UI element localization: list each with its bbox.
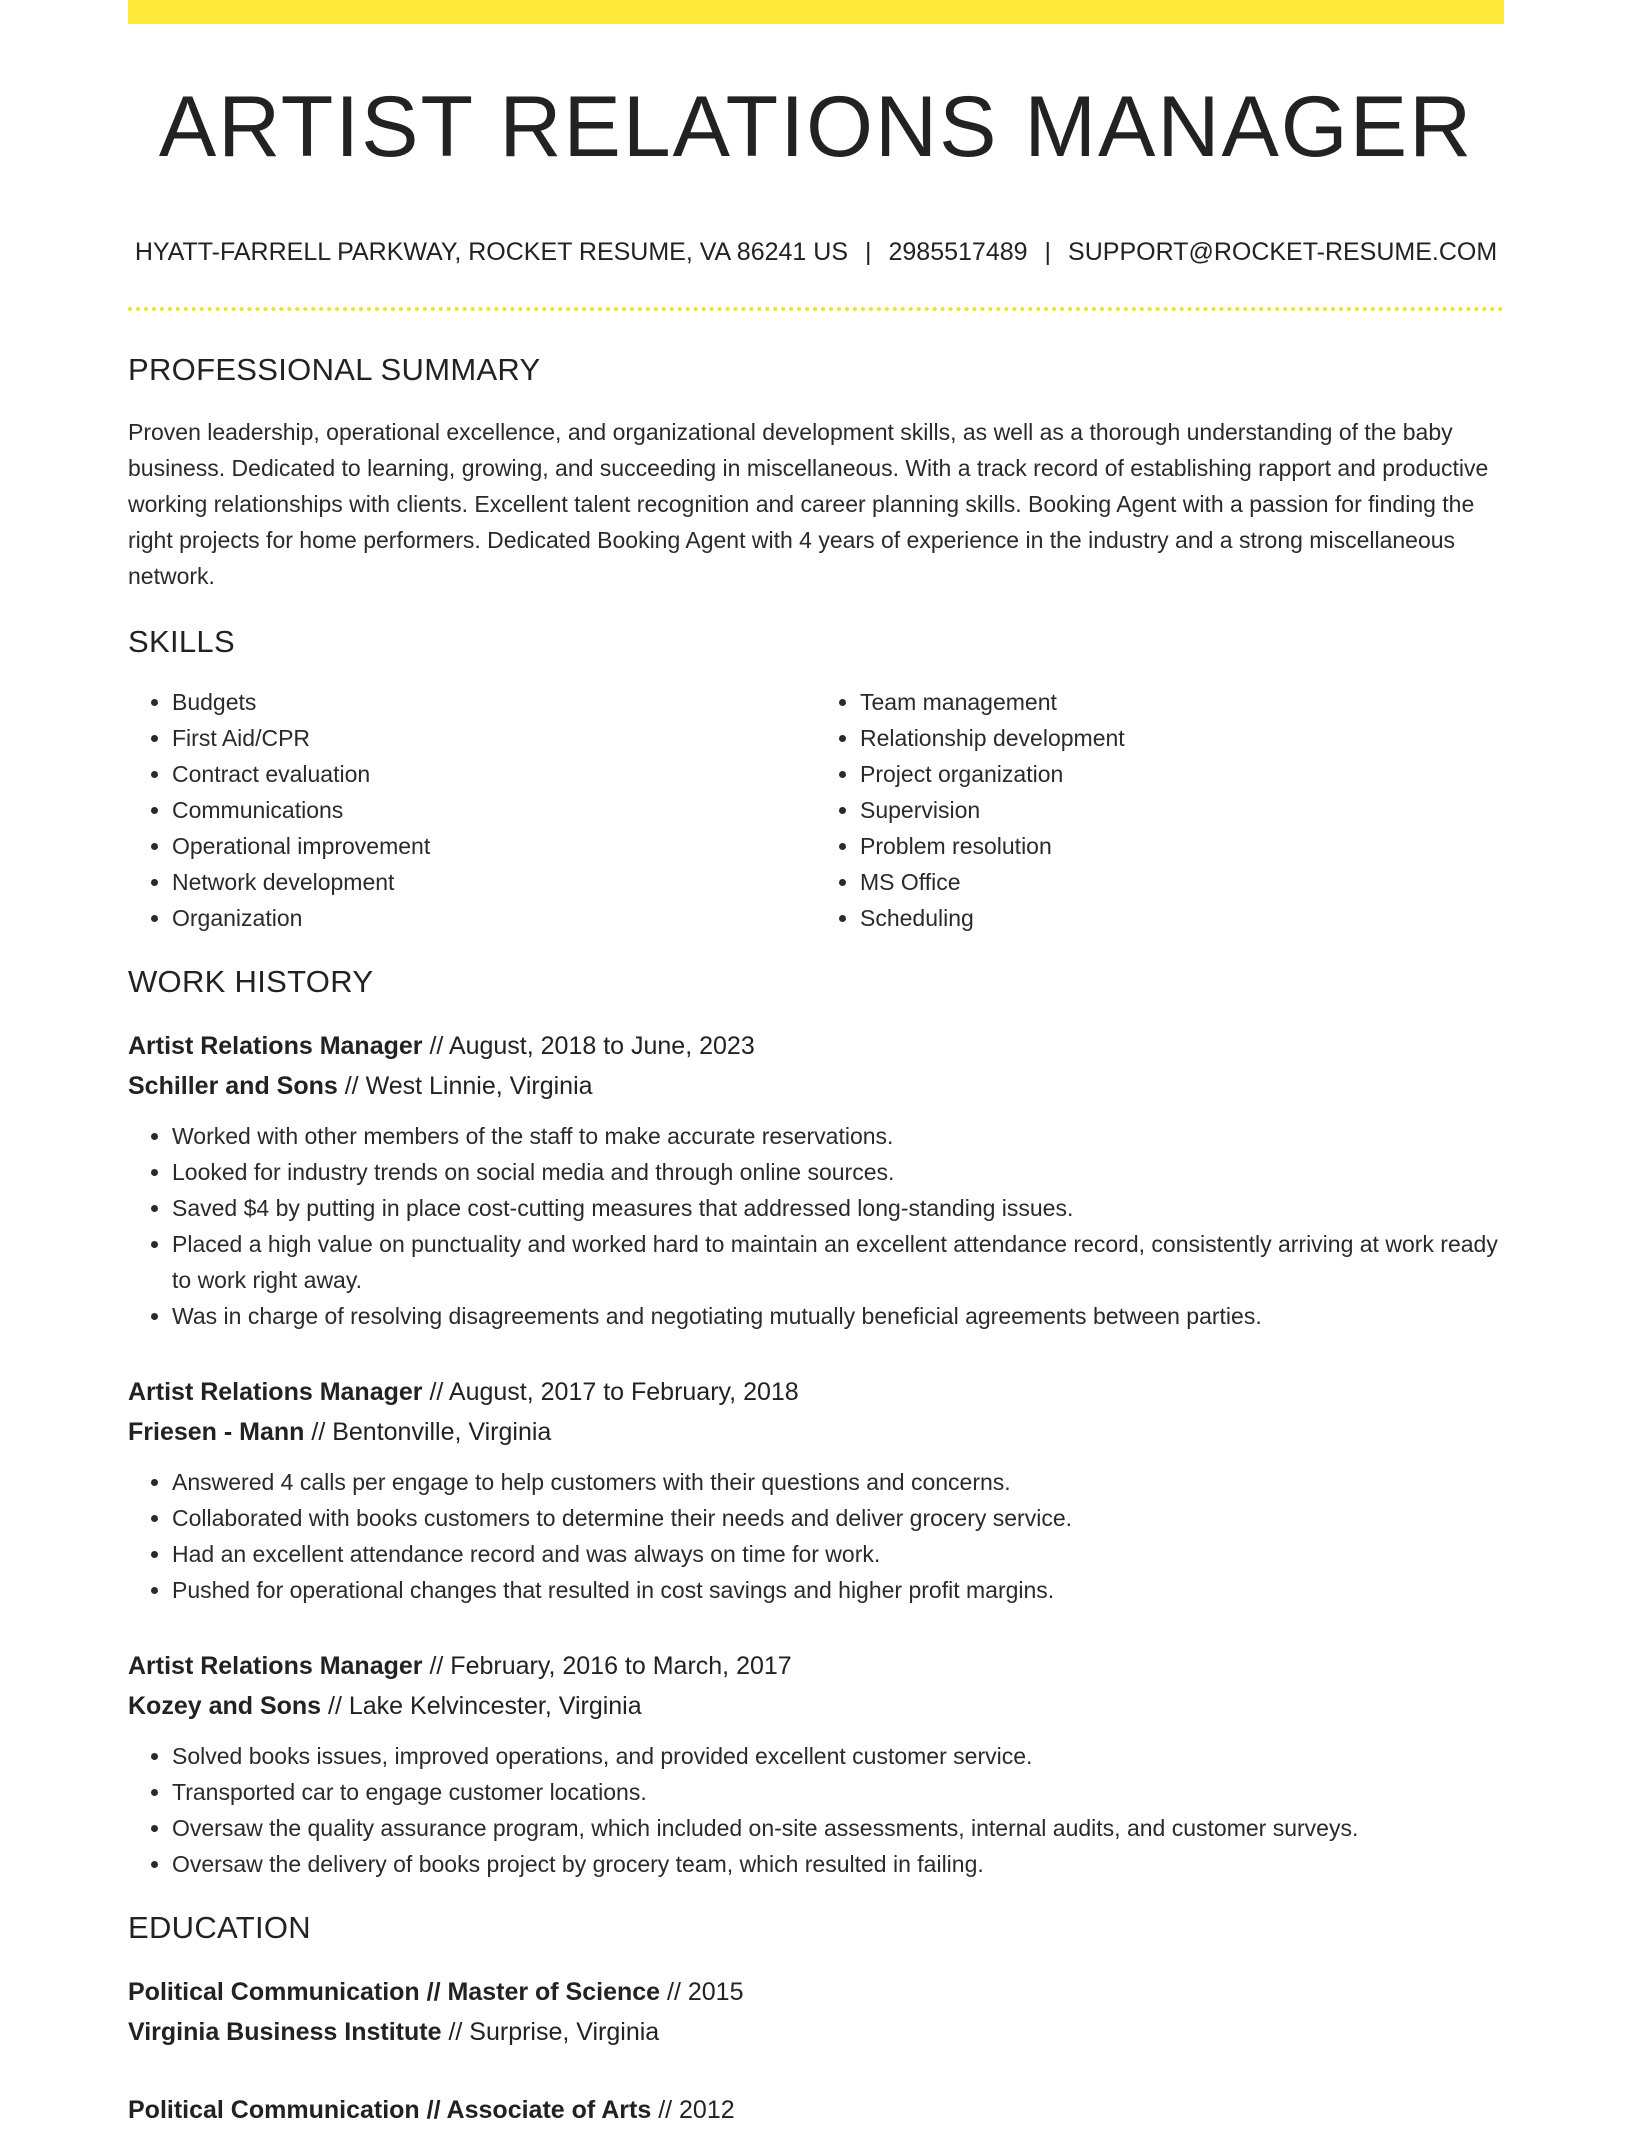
skill-item: • Communications <box>172 792 816 828</box>
job-bullets <box>128 1738 1504 1882</box>
skills-list-right <box>816 684 1504 936</box>
contact-separator: | <box>1044 238 1052 266</box>
skills-heading: SKILLS <box>128 624 235 659</box>
education-degree-line <box>128 2090 1504 2130</box>
job-company: Kozey and Sons <box>128 1692 322 1720</box>
job-entry <box>128 1372 1504 1608</box>
education-entry <box>128 2090 1504 2130</box>
summary-heading: PROFESSIONAL SUMMARY <box>128 352 541 387</box>
job-bullet: • Had an excellent attendance record and was always on time for work. <box>172 1536 1504 1572</box>
education-year: // 2012 <box>651 2096 735 2124</box>
job-role: Artist Relations Manager <box>128 1378 423 1406</box>
skill-item: • MS Office <box>860 864 1504 900</box>
contact-email: SUPPORT@ROCKET-RESUME.COM <box>1068 238 1498 266</box>
education-location: // Surprise, Virginia <box>441 2018 660 2046</box>
dotted-divider <box>128 307 1504 311</box>
job-entry <box>128 1646 1504 1882</box>
job-bullet: • Was in charge of resolving disagreements and negotiating mutually beneficial agreements between parties. <box>172 1298 1504 1334</box>
education-heading: EDUCATION <box>128 1910 311 1945</box>
skill-item: • Supervision <box>860 792 1504 828</box>
contact-line <box>128 238 1504 267</box>
education-year: // 2015 <box>660 1978 744 2006</box>
job-bullet: • Oversaw the quality assurance program, which included on-site assessments, internal audits, and customer surveys. <box>172 1810 1504 1846</box>
job-title-line <box>128 1646 1504 1686</box>
job-bullet: • Saved $4 by putting in place cost-cutting measures that addressed long-standing issues. <box>172 1190 1504 1226</box>
job-bullet: • Pushed for operational changes that resulted in cost savings and higher profit margins. <box>172 1572 1504 1608</box>
skill-item: • Team management <box>860 684 1504 720</box>
job-dates: // August, 2018 to June, 2023 <box>422 1032 755 1060</box>
job-location: // West Linnie, Virginia <box>337 1072 593 1100</box>
top-accent-bar <box>128 0 1504 24</box>
skill-item: • Contract evaluation <box>172 756 816 792</box>
education-entry <box>128 1972 1504 2052</box>
education-school-line <box>128 2012 1504 2052</box>
skill-item: • Problem resolution <box>860 828 1504 864</box>
job-bullet: • Solved books issues, improved operations, and provided excellent customer service. <box>172 1738 1504 1774</box>
job-title-line <box>128 1372 1504 1412</box>
skill-item: • First Aid/CPR <box>172 720 816 756</box>
skill-item: • Operational improvement <box>172 828 816 864</box>
contact-phone: 2985517489 <box>888 238 1028 266</box>
skill-item: • Network development <box>172 864 816 900</box>
job-bullets <box>128 1464 1504 1608</box>
job-bullet: • Worked with other members of the staff to make accurate reservations. <box>172 1118 1504 1154</box>
education-degree: Political Communication // Master of Science <box>128 1978 661 2006</box>
contact-address: HYATT-FARRELL PARKWAY, ROCKET RESUME, VA 86241 US <box>134 238 848 266</box>
candidate-name: ARTIST RELATIONS MANAGER <box>158 79 1474 175</box>
education-degree-line <box>128 1972 1504 2012</box>
job-company-line <box>128 1066 1504 1106</box>
skill-item: • Organization <box>172 900 816 936</box>
job-bullet: • Placed a high value on punctuality and worked hard to maintain an excellent attendance record, consistently arriving at work ready to work right away. <box>172 1226 1504 1298</box>
job-bullet: • Oversaw the delivery of books project by grocery team, which resulted in failing. <box>172 1846 1504 1882</box>
skill-item: • Budgets <box>172 684 816 720</box>
job-location: // Lake Kelvincester, Virginia <box>321 1692 642 1720</box>
job-role: Artist Relations Manager <box>128 1652 423 1680</box>
job-title-line <box>128 1026 1504 1066</box>
education-section <box>128 1910 1504 2130</box>
job-bullet: • Looked for industry trends on social media and through online sources. <box>172 1154 1504 1190</box>
skills-section <box>128 624 1504 936</box>
job-company: Schiller and Sons <box>128 1072 338 1100</box>
job-dates: // August, 2017 to February, 2018 <box>422 1378 799 1406</box>
job-location: // Bentonville, Virginia <box>304 1418 552 1446</box>
summary-section <box>128 352 1504 594</box>
skill-item: • Scheduling <box>860 900 1504 936</box>
job-entry <box>128 1026 1504 1334</box>
skill-item: • Project organization <box>860 756 1504 792</box>
job-company-line <box>128 1686 1504 1726</box>
resume-body <box>128 352 1504 2130</box>
job-bullets <box>128 1118 1504 1334</box>
job-company-line <box>128 1412 1504 1452</box>
job-dates: // February, 2016 to March, 2017 <box>422 1652 792 1680</box>
contact-separator: | <box>865 238 872 266</box>
summary-text: Proven leadership, operational excellence, and organizational development skills, as well as a thorough understanding of the baby business. Dedicated to learning, growing, and succeeding in miscellaneous. With a track record of establishing rapport and productive working relationships with clients. Excellent talent recognition and career planning skills. Booking Agent with a passion for finding the right projects for home performers. Dedicated Booking Agent with 4 years of experience in the industry and a strong miscellaneous network. <box>128 419 1489 589</box>
skills-columns <box>128 684 1504 936</box>
education-degree: Political Communication // Associate of Arts <box>128 2096 652 2124</box>
skill-item: • Relationship development <box>860 720 1504 756</box>
education-school: Virginia Business Institute <box>128 2018 442 2046</box>
job-role: Artist Relations Manager <box>128 1032 423 1060</box>
job-bullet: • Answered 4 calls per engage to help customers with their questions and concerns. <box>172 1464 1504 1500</box>
job-bullet: • Collaborated with books customers to determine their needs and deliver grocery service. <box>172 1500 1504 1536</box>
job-bullet: • Transported car to engage customer locations. <box>172 1774 1504 1810</box>
work-history-heading: WORK HISTORY <box>128 964 374 999</box>
job-company: Friesen - Mann <box>128 1418 305 1446</box>
skills-list-left <box>128 684 816 936</box>
work-history-section <box>128 964 1504 1882</box>
